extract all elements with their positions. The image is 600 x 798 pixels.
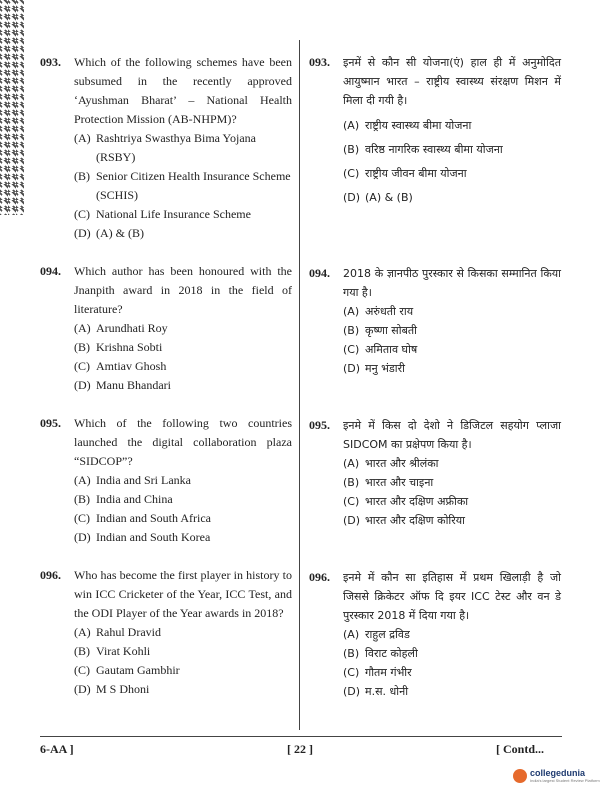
question-096-hi [309,568,561,701]
option-a: (A) India and Sri Lanka [74,473,191,487]
option-a: (A) भारत और श्रीलंका [343,457,439,470]
option-d: (D) M S Dhoni [74,682,150,696]
continued-label: [ Contd... [496,742,545,756]
question-093-en [40,53,292,243]
option-a: (A) Arundhati Roy [74,321,168,335]
question-text: Which of the following two countries launched the digital collaboration plaza “SIDCOP”? [74,416,292,468]
option-d: (D) (A) & (B) [343,191,413,204]
question-text: Which author has been honoured with the Jnanpith award in 2018 in the field of literature? [74,264,292,316]
option-a: (A) Rashtriya Swasthya Bima Yojana (RSBY) [74,131,256,164]
option-d: (D) Indian and South Korea [74,530,211,544]
option-b: (B) भारत और चाइना [343,476,434,489]
question-number: 096. [40,568,61,582]
question-number: 096. [309,570,330,584]
booklet-code: 6-AA ] [40,742,74,756]
option-d: (D) म.स. धोनी [343,685,409,698]
option-c: (C) राष्ट्रीय जीवन बीमा योजना [343,167,467,180]
option-b: (B) वरिष्ठ नागरिक स्वास्थ्य बीमा योजना [343,143,503,156]
option-c: (C) अमिताव घोष [343,343,418,356]
question-text: Who has become the first player in history to win ICC Cricketer of the Year, ICC Test, and the ODI Player of the Year awards in 2018? [74,568,292,620]
question-number: 094. [40,264,61,278]
logo-tagline: India's largest Student Review Platform [530,778,600,783]
option-d: (D) मनु भंडारी [343,362,405,375]
question-094-hi [309,264,561,378]
question-095-hi [309,416,561,530]
footer-rule [40,736,562,737]
option-c: (C) भारत और दक्षिण अफ्रीका [343,495,469,508]
question-095-en [40,414,292,547]
question-number: 093. [309,55,330,69]
question-text: 2018 के ज्ञानपीठ पुरस्कार से किसका सम्मानित किया गया है। [343,267,561,299]
option-c: (C) गौतम गंभीर [343,666,412,679]
option-b: (B) Virat Kohli [74,644,151,658]
option-a: (A) Rahul Dravid [74,625,161,639]
option-c: (C) Gautam Gambhir [74,663,180,677]
option-b: (B) Senior Citizen Health Insurance Scheme (SCHIS) [74,169,291,202]
question-text: इनमे में किस दो देशो ने डिजिटल सहयोग प्लाजा SIDCOM का प्रक्षेपण किया है। [343,419,561,451]
question-text: इनमें से कौन सी योजना(एं) हाल ही में अनुमोदित आयुष्मान भारत – राष्ट्रीय स्वास्थ्य संरक्षण मिशन में मिला दी गयी है। [343,56,561,107]
option-d: (D) (A) & (B) [74,226,144,240]
option-a: (A) राष्ट्रीय स्वास्थ्य बीमा योजना [343,119,472,132]
question-text: इनमे में कौन सा इतिहास में प्रथम खिलाड़ी है जो जिससे क्रिकेटर ऑफ दि इयर ICC टेस्ट और वन डे पुरस्कार 2018 में दिया गया है। [343,571,561,622]
watermark-logo [513,768,600,783]
option-a: (A) राहुल द्रविड [343,628,410,641]
column-divider [299,40,300,730]
option-d: (D) भारत और दक्षिण कोरिया [343,514,465,527]
question-number: 094. [309,266,330,280]
option-b: (B) कृष्णा सोबती [343,324,417,337]
option-a: (A) अरुंधती राय [343,305,414,318]
question-094-en [40,262,292,395]
logo-name: collegedunia [530,768,586,778]
question-number: 095. [40,416,61,430]
question-093-hi [309,53,561,207]
option-c: (C) Indian and South Africa [74,511,211,525]
option-d: (D) Manu Bhandari [74,378,171,392]
question-number: 093. [40,55,61,69]
option-b: (B) Krishna Sobti [74,340,163,354]
option-c: (C) Amtiav Ghosh [74,359,167,373]
option-b: (B) India and China [74,492,173,506]
option-c: (C) National Life Insurance Scheme [74,207,251,221]
decorative-border [0,0,24,215]
question-text: Which of the following schemes have been subsumed in the recently approved ‘Ayushman Bharat’ – National Health Protection Mission (AB-NHPM)? [74,55,292,126]
page-number: [ 22 ] [287,742,313,756]
question-number: 095. [309,418,330,432]
question-096-en [40,566,292,699]
logo-mascot-icon [513,769,527,783]
option-b: (B) विराट कोहली [343,647,418,660]
